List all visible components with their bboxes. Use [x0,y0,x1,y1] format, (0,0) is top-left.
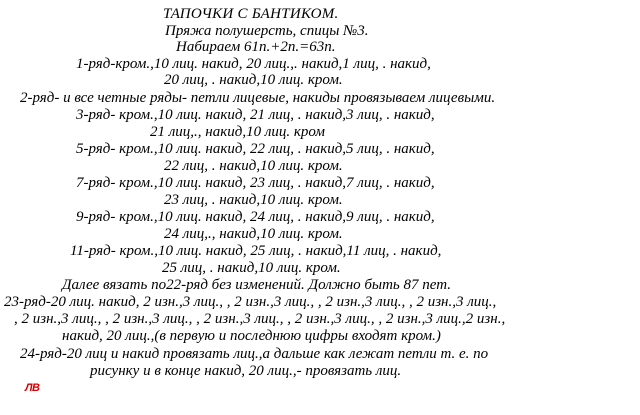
row-23-line-b: , 2 изн.,3 лиц., , 2 изн.,3 лиц., , 2 изн.,3 лиц., , 2 изн.,3 лиц., , 2 изн.,3 лиц.,2 изн., [14,311,506,327]
row-5-line-a: 5-ряд- кром.,10 лиц. накид, 22 лиц, . накид,5 лиц, . накид, [76,141,435,157]
row-1-line-a: 1-ряд-кром.,10 лиц. накид, 20 лиц.,. накид,1 лиц, . накид, [76,56,431,72]
document-title: ТАПОЧКИ С БАНТИКОМ. [163,6,339,22]
row-23-line-a: 23-ряд-20 лиц. накид, 2 изн.,3 лиц., , 2 изн.,3 лиц., , 2 изн.,3 лиц., , 2 изн.,3 лиц., [4,294,497,310]
continue-line: Далее вязать по22-ряд без изменений. Должно быть 87 пет. [62,277,451,293]
row-7-line-a: 7-ряд- кром.,10 лиц. накид, 23 лиц, . накид,7 лиц, . накид, [76,175,435,191]
row-5-line-b: 22 лиц, . накид,10 лиц. кром. [164,158,343,174]
row-9-line-a: 9-ряд- кром.,10 лиц. накид, 24 лиц, . накид,9 лиц, . накид, [76,209,435,225]
row-3-line-b: 21 лиц,., накид,10 лиц. кром [150,124,325,140]
row-24-line-b: рисунку и в конце накид, 20 лиц.,- провязать лиц. [90,363,402,379]
cast-on-line: Набираем 61п.+2п.=63п. [176,39,336,55]
row-2-line: 2-ряд- и все четные ряды- петли лицевые, накиды провязываем лицевыми. [20,90,496,106]
row-1-line-b: 20 лиц, . накид,10 лиц. кром. [164,72,343,88]
row-7-line-b: 23 лиц, . накид,10 лиц. кром. [164,192,343,208]
row-11-line-b: 25 лиц, . накид,10 лиц. кром. [162,260,341,276]
author-signature: ЛВ [25,382,40,394]
row-11-line-a: 11-ряд- кром.,10 лиц. накид, 25 лиц, . накид,11 лиц, . накид, [70,243,442,259]
row-23-line-c: накид, 20 лиц.,(в первую и последнюю цифры входят кром.) [62,328,441,344]
row-9-line-b: 24 лиц,., накид,10 лиц. кром. [164,226,343,242]
row-24-line-a: 24-ряд-20 лиц и накид провязать лиц.,а дальше как лежат петли т. е. по [20,346,489,362]
row-3-line-a: 3-ряд- кром.,10 лиц. накид, 21 лиц, . накид,3 лиц, . накид, [76,107,435,123]
yarn-line: Пряжа полушерсть, спицы №3. [165,23,369,39]
